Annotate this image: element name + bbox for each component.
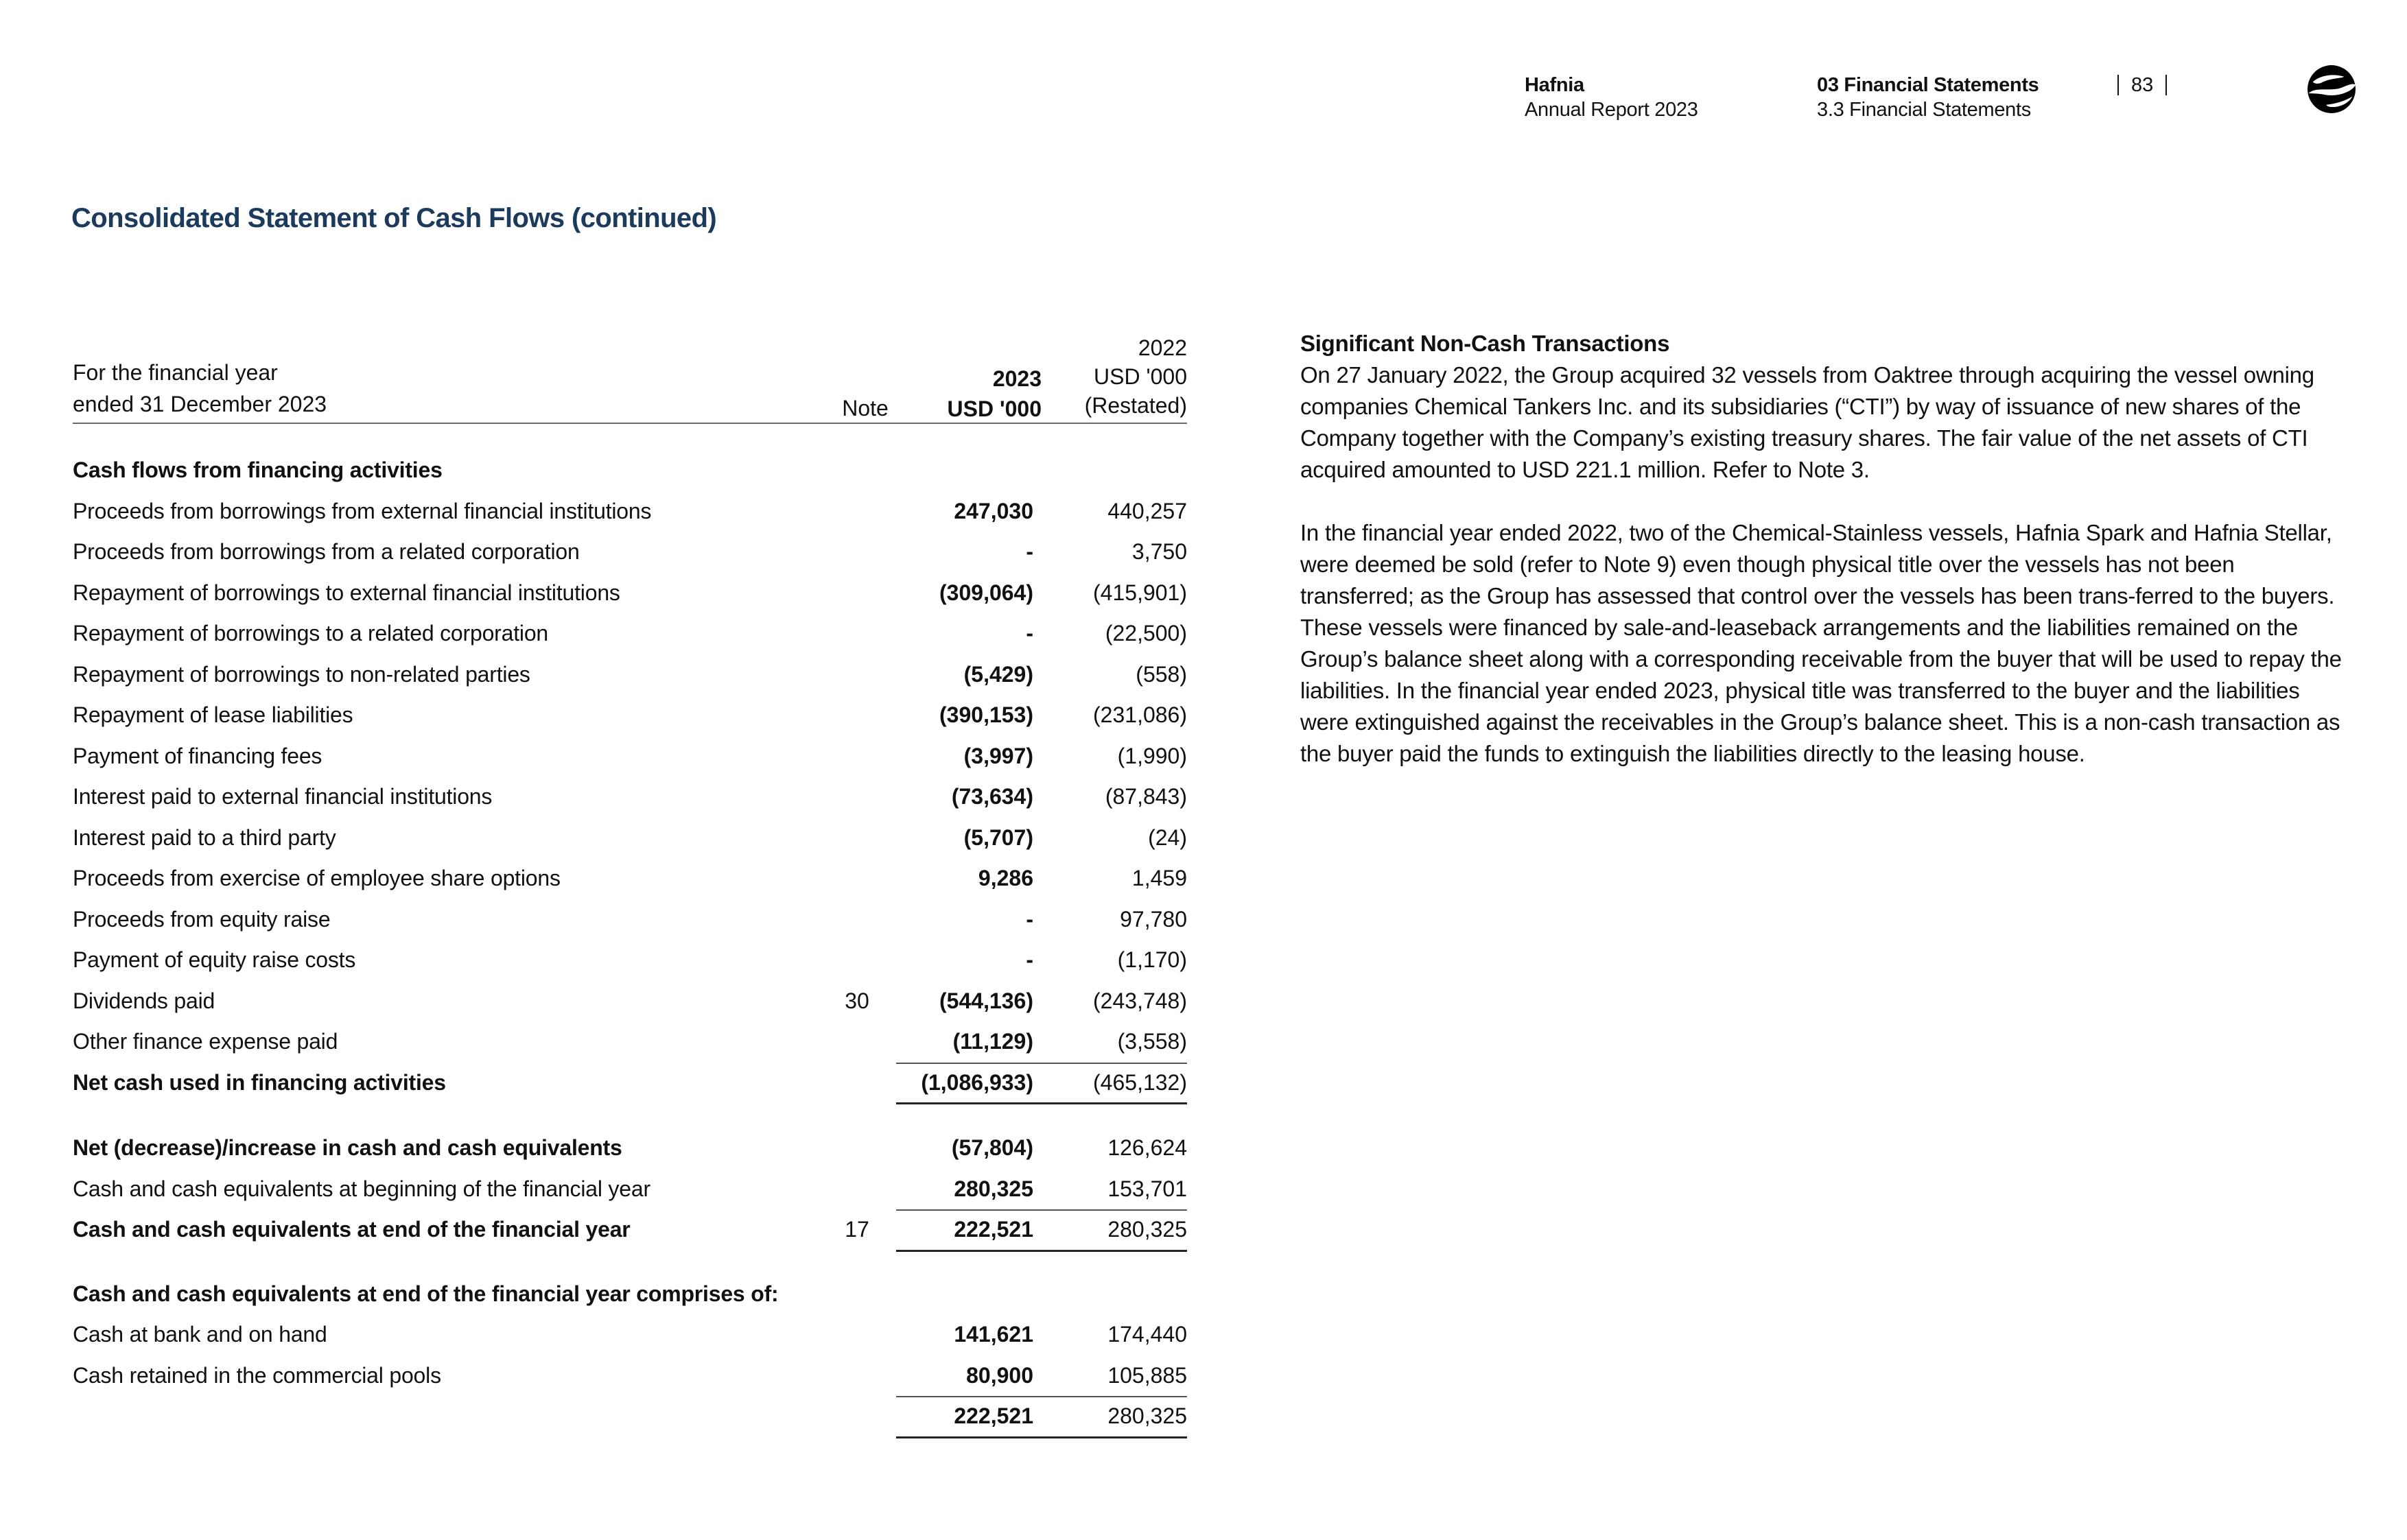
row-note: 30 — [845, 988, 869, 1013]
row-label: Proceeds from equity raise — [73, 906, 331, 932]
row-value-2023: 222,521 — [954, 1217, 1033, 1242]
total-rule — [896, 1102, 1187, 1104]
table-row-beginning-balance — [73, 1169, 1187, 1210]
row-label: Net (decrease)/increase in cash and cash equivalents — [73, 1135, 622, 1161]
row-value-2022: 126,624 — [1107, 1135, 1187, 1161]
row-label: Other finance expense paid — [73, 1029, 338, 1054]
hafnia-logo-icon — [2305, 63, 2358, 115]
total-rule — [896, 1250, 1187, 1252]
row-value-2023: - — [1026, 621, 1033, 646]
table-row-comprises-total — [73, 1396, 1187, 1437]
row-value-2023: (5,429) — [963, 661, 1033, 687]
column-2023-unit: USD '000 — [947, 396, 1042, 421]
table-row-net-change — [73, 1128, 1187, 1169]
row-label: Repayment of lease liabilities — [73, 702, 353, 728]
row-value-2023: 141,621 — [954, 1322, 1033, 1347]
row-value-2022: 3,750 — [1131, 539, 1187, 565]
section-name: 03 Financial Statements — [1817, 74, 2039, 96]
header-section-block — [1817, 73, 2039, 122]
row-label: Cash at bank and on hand — [73, 1322, 327, 1347]
row-value-2023: - — [1026, 947, 1033, 973]
row-value-2023: 222,521 — [954, 1403, 1033, 1429]
row-value-2022: (558) — [1136, 661, 1187, 687]
row-note: 17 — [845, 1217, 869, 1242]
row-value-2023: (73,634) — [951, 784, 1033, 809]
subtotal-rule — [896, 1063, 1187, 1064]
column-2022-header — [1085, 333, 1187, 420]
column-2022-year: 2022 — [1138, 335, 1187, 360]
table-row — [73, 1021, 1187, 1063]
table-row — [73, 573, 1187, 614]
table-row — [73, 899, 1187, 940]
subtotal-rule — [896, 1209, 1187, 1211]
row-value-2023: 247,030 — [954, 498, 1033, 523]
row-label: Repayment of borrowings to non-related parties — [73, 661, 530, 687]
non-cash-transactions-note — [1300, 328, 2353, 770]
table-row-net-financing — [73, 1063, 1187, 1104]
table-row — [73, 858, 1187, 899]
row-value-2022: 174,440 — [1107, 1322, 1187, 1347]
row-value-2023: - — [1026, 906, 1033, 932]
row-value-2022: (1,990) — [1117, 743, 1187, 768]
row-value-2023: (5,707) — [963, 825, 1033, 850]
company-name: Hafnia — [1525, 74, 1584, 96]
column-2022-restated: (Restated) — [1084, 393, 1187, 418]
period-label-line2: ended 31 December 2023 — [73, 392, 327, 416]
row-value-2023: 80,900 — [966, 1362, 1033, 1388]
row-value-2023: 9,286 — [978, 866, 1033, 891]
row-value-2022: 97,780 — [1120, 906, 1187, 932]
financing-rows — [73, 491, 1187, 1063]
row-label: Cash and cash equivalents at end of the financial year — [73, 1217, 631, 1242]
section-heading-financing — [73, 450, 1187, 491]
table-row — [73, 736, 1187, 777]
row-label: Payment of financing fees — [73, 743, 322, 768]
row-value-2023: (57,804) — [951, 1135, 1033, 1161]
table-row — [73, 613, 1187, 654]
row-label: Net cash used in financing activities — [73, 1069, 446, 1095]
report-name: Annual Report 2023 — [1525, 99, 1698, 121]
column-2023-year: 2023 — [992, 366, 1042, 391]
row-value-2022: 280,325 — [1107, 1403, 1187, 1429]
row-value-2022: (243,748) — [1093, 988, 1187, 1013]
row-value-2022: (465,132) — [1093, 1069, 1187, 1095]
row-value-2023: (390,153) — [939, 702, 1033, 728]
row-value-2022: 153,701 — [1107, 1176, 1187, 1201]
table-row-ending-balance — [73, 1209, 1187, 1251]
row-label: Proceeds from borrowings from external financial institutions — [73, 498, 652, 523]
section-heading-comprises — [73, 1274, 1187, 1315]
note-paragraph-1: On 27 January 2022, the Group acquired 32 vessels from Oaktree through acquiring the vessel owning companies Chemical Tankers Inc. and its subsidiaries (“CTI”) by way of issuance of new shares of the Company together with the Company’s existing treasury shares. The fair value of the net assets of CTI acquired amounted to USD 221.1 million. Refer to Note 3. — [1300, 362, 2314, 482]
row-value-2023: 280,325 — [954, 1176, 1033, 1201]
row-value-2023: (3,997) — [963, 743, 1033, 768]
row-value-2022: (24) — [1148, 825, 1187, 850]
period-label — [73, 357, 327, 420]
row-value-2022: (1,170) — [1117, 947, 1187, 973]
row-label: Repayment of borrowings to external financial institutions — [73, 580, 620, 605]
table-row — [73, 940, 1187, 981]
table-row — [73, 1314, 1187, 1355]
subtotal-rule — [896, 1396, 1187, 1397]
row-value-2022: (3,558) — [1117, 1029, 1187, 1054]
page-title: Consolidated Statement of Cash Flows (continued) — [71, 203, 717, 233]
table-row — [73, 695, 1187, 736]
page-number-divider — [2165, 75, 2167, 95]
period-label-line1: For the financial year — [73, 360, 278, 385]
row-label: Proceeds from exercise of employee share options — [73, 866, 561, 891]
row-value-2023: (544,136) — [939, 988, 1033, 1013]
row-value-2023: (309,064) — [939, 580, 1033, 605]
row-value-2023: (11,129) — [952, 1029, 1033, 1054]
row-value-2022: (231,086) — [1093, 702, 1187, 728]
page-number-value: 83 — [2131, 74, 2154, 96]
row-label: Interest paid to a third party — [73, 825, 336, 850]
total-rule — [896, 1436, 1187, 1438]
page-number — [2117, 73, 2167, 97]
row-value-2022: 105,885 — [1107, 1362, 1187, 1388]
row-label: Repayment of borrowings to a related corporation — [73, 621, 549, 646]
row-value-2022: (415,901) — [1093, 580, 1187, 605]
note-paragraph-2: In the financial year ended 2022, two of the Chemical-Stainless vessels, Hafnia Spark and Hafnia Stellar, were deemed be sold (refer to Note 9) even though physical title over the vessels has not been transferred; as the Group has assessed that control over the vessels has been trans-ferred to the buyers. These vessels were financed by sale-and-leaseback arrangements and the liabilities remained on the Group’s balance sheet along with a corresponding receivable from the buyer that will be used to repay the liabilities. In the financial year ended 2023, physical title was transferred to the buyer and the liabilities were extinguished against the receivables in the Group’s balance sheet. This is a non-cash transaction as the buyer paid the funds to extinguish the liabilities directly to the leasing house. — [1300, 520, 2342, 766]
row-value-2022: (87,843) — [1105, 784, 1187, 809]
table-row — [73, 777, 1187, 818]
row-value-2022: 280,325 — [1107, 1217, 1187, 1242]
row-value-2022: (22,500) — [1105, 621, 1187, 646]
column-2023-header — [948, 364, 1042, 424]
comprises-rows — [73, 1314, 1187, 1396]
column-2022-unit: USD '000 — [1094, 364, 1187, 389]
row-label: Cash flows from financing activities — [73, 458, 443, 483]
table-row — [73, 981, 1187, 1022]
note-column-header: Note — [842, 396, 889, 420]
row-label: Cash retained in the commercial pools — [73, 1362, 441, 1388]
row-value-2023: - — [1026, 539, 1033, 565]
table-row — [73, 491, 1187, 532]
cash-flow-table — [73, 333, 1187, 1437]
row-label: Interest paid to external financial institutions — [73, 784, 493, 809]
row-label: Proceeds from borrowings from a related corporation — [73, 539, 580, 565]
row-value-2022: 1,459 — [1131, 866, 1187, 891]
table-row — [73, 818, 1187, 859]
table-row — [73, 654, 1187, 696]
row-label: Dividends paid — [73, 988, 215, 1013]
table-row — [73, 532, 1187, 573]
header-company-block — [1525, 73, 1698, 122]
subsection-name: 3.3 Financial Statements — [1817, 99, 2031, 121]
row-value-2023: (1,086,933) — [921, 1069, 1033, 1095]
row-label: Cash and cash equivalents at beginning of the financial year — [73, 1176, 650, 1201]
note-heading: Significant Non-Cash Transactions — [1300, 331, 1670, 356]
table-row — [73, 1355, 1187, 1397]
row-label: Payment of equity raise costs — [73, 947, 356, 973]
row-label: Cash and cash equivalents at end of the financial year comprises of: — [73, 1281, 779, 1306]
table-header — [73, 333, 1187, 424]
row-value-2022: 440,257 — [1107, 498, 1187, 523]
